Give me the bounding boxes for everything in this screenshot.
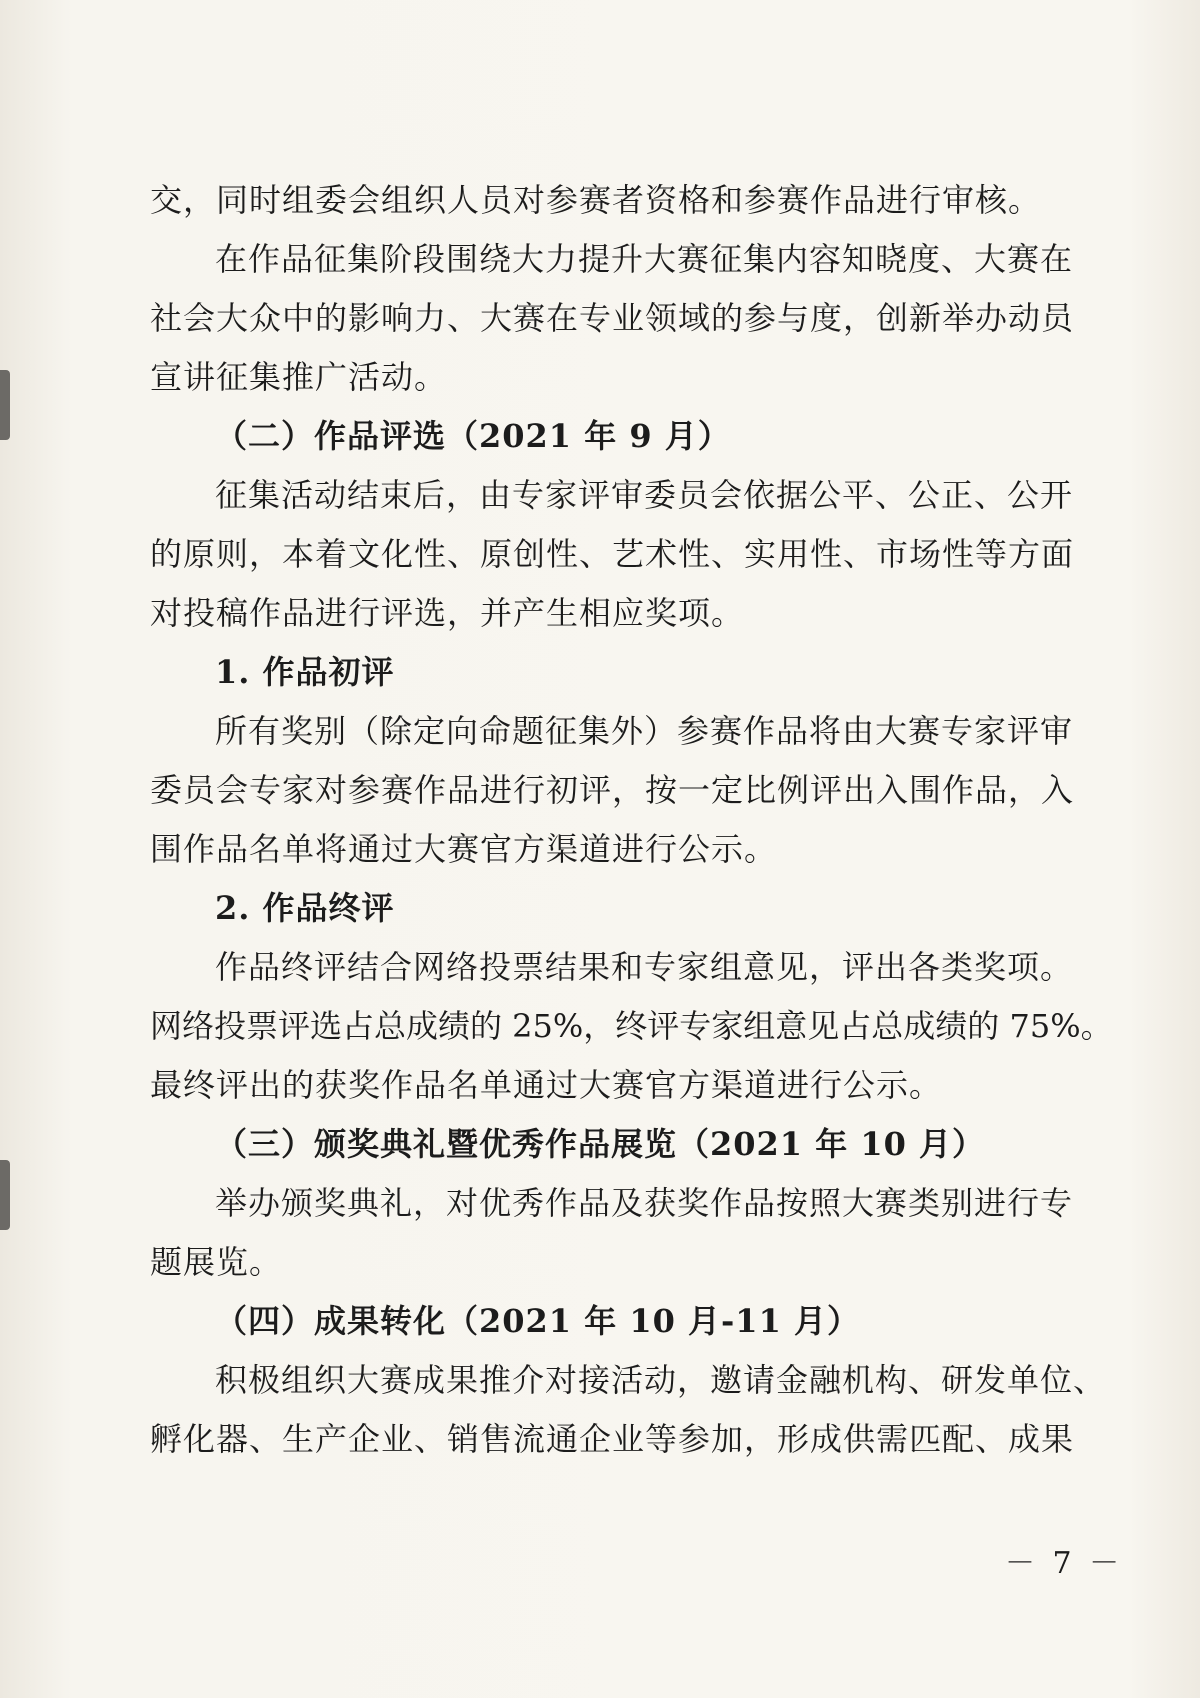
binding-hole-mark [0, 370, 10, 440]
paragraph-line: 社会大众中的影响力、大赛在专业领域的参与度，创新举办动员 [150, 299, 1075, 337]
paragraph-line: 围作品名单将通过大赛官方渠道进行公示。 [150, 830, 778, 868]
paragraph-line: 孵化器、生产企业、销售流通企业等参加，形成供需匹配、成果 [150, 1420, 1075, 1458]
paragraph-line: 在作品征集阶段围绕大力提升大赛征集内容知晓度、大赛在 [215, 240, 1074, 278]
subsection-heading: 1. 作品初评 [215, 653, 395, 691]
paragraph-line: 网络投票评选占总成绩的 25%，终评专家组意见占总成绩的 75%。 [150, 1007, 1113, 1045]
paragraph-line: 交，同时组委会组织人员对参赛者资格和参赛作品进行审核。 [150, 181, 1042, 219]
section-heading: （四）成果转化（2021 年 10 月-11 月） [215, 1302, 860, 1340]
section-heading: （二）作品评选（2021 年 9 月） [215, 417, 731, 455]
paragraph-line: 积极组织大赛成果推介对接活动，邀请金融机构、研发单位、 [215, 1361, 1107, 1399]
paragraph-line: 最终评出的获奖作品名单通过大赛官方渠道进行公示。 [150, 1066, 943, 1104]
subsection-heading: 2. 作品终评 [215, 889, 395, 927]
paragraph-line: 委员会专家对参赛作品进行初评，按一定比例评出入围作品，入 [150, 771, 1075, 809]
paragraph-line: 作品终评结合网络投票结果和专家组意见，评出各类奖项。 [215, 948, 1074, 986]
paragraph-line: 宣讲征集推广活动。 [150, 358, 448, 396]
paragraph-line: 对投稿作品进行评选，并产生相应奖项。 [150, 594, 745, 632]
paragraph-line: 征集活动结束后，由专家评审委员会依据公平、公正、公开 [215, 476, 1074, 514]
paragraph-line: 题展览。 [150, 1243, 283, 1281]
paragraph-line: 所有奖别（除定向命题征集外）参赛作品将由大赛专家评审 [215, 712, 1074, 750]
page-number: － 7 － [1005, 1546, 1124, 1581]
paragraph-line: 举办颁奖典礼，对优秀作品及获奖作品按照大赛类别进行专 [215, 1184, 1074, 1222]
paragraph-line: 的原则，本着文化性、原创性、艺术性、实用性、市场性等方面 [150, 535, 1075, 573]
binding-hole-mark [0, 1160, 10, 1230]
section-heading: （三）颁奖典礼暨优秀作品展览（2021 年 10 月） [215, 1125, 986, 1163]
